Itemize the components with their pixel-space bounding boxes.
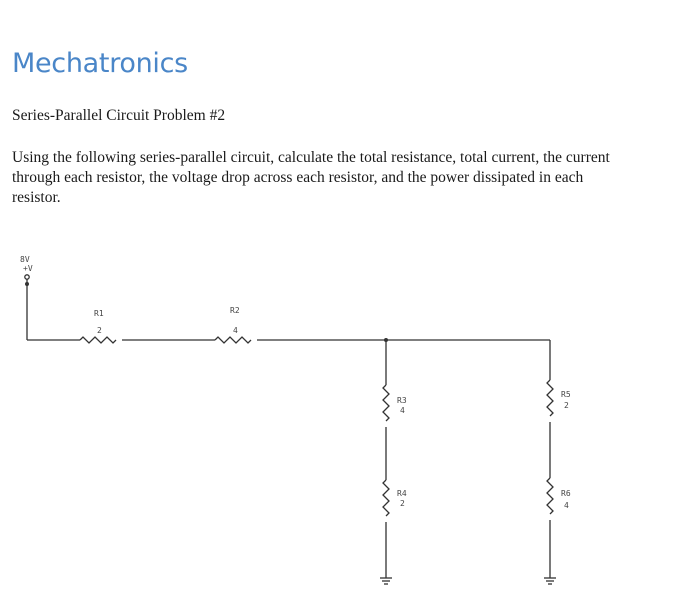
ground-icon — [380, 578, 392, 584]
r4-value-label: 2 — [400, 499, 405, 508]
problem-line: Using the following series-parallel circuit, calculate the total resistance, total current, the current — [12, 149, 610, 166]
junction-dot — [25, 282, 29, 286]
r6-value-label: 4 — [564, 501, 569, 510]
r4-name-label: R4 — [397, 489, 407, 498]
r3-name-label: R3 — [397, 396, 407, 405]
r2-value-label: 4 — [233, 326, 238, 335]
r5-name-label: R5 — [561, 390, 571, 399]
source-terminal-icon — [25, 275, 29, 279]
resistor-r3-icon — [383, 385, 389, 421]
source-symbol-label: +V — [23, 264, 33, 273]
resistor-r4-icon — [383, 480, 389, 516]
junction-dot — [384, 338, 388, 342]
problem-subtitle: Series-Parallel Circuit Problem #2 — [12, 107, 226, 124]
problem-line: through each resistor, the voltage drop across each resistor, and the power dissipated in each — [12, 169, 584, 186]
resistor-r1-icon — [80, 337, 116, 343]
r5-value-label: 2 — [564, 401, 569, 410]
r2-name-label: R2 — [230, 306, 240, 315]
problem-statement — [12, 148, 700, 208]
r3-value-label: 4 — [400, 406, 405, 415]
document-title: Mechatronics — [12, 48, 188, 79]
resistor-r6-icon — [547, 478, 553, 514]
problem-line: resistor. — [12, 189, 61, 206]
resistor-r2-icon — [215, 337, 251, 343]
circuit-diagram — [0, 240, 700, 616]
source-value-label: 8V — [20, 255, 30, 264]
r1-name-label: R1 — [94, 309, 104, 318]
r6-name-label: R6 — [561, 489, 571, 498]
ground-icon — [544, 578, 556, 584]
r1-value-label: 2 — [97, 326, 102, 335]
resistor-r5-icon — [547, 380, 553, 416]
